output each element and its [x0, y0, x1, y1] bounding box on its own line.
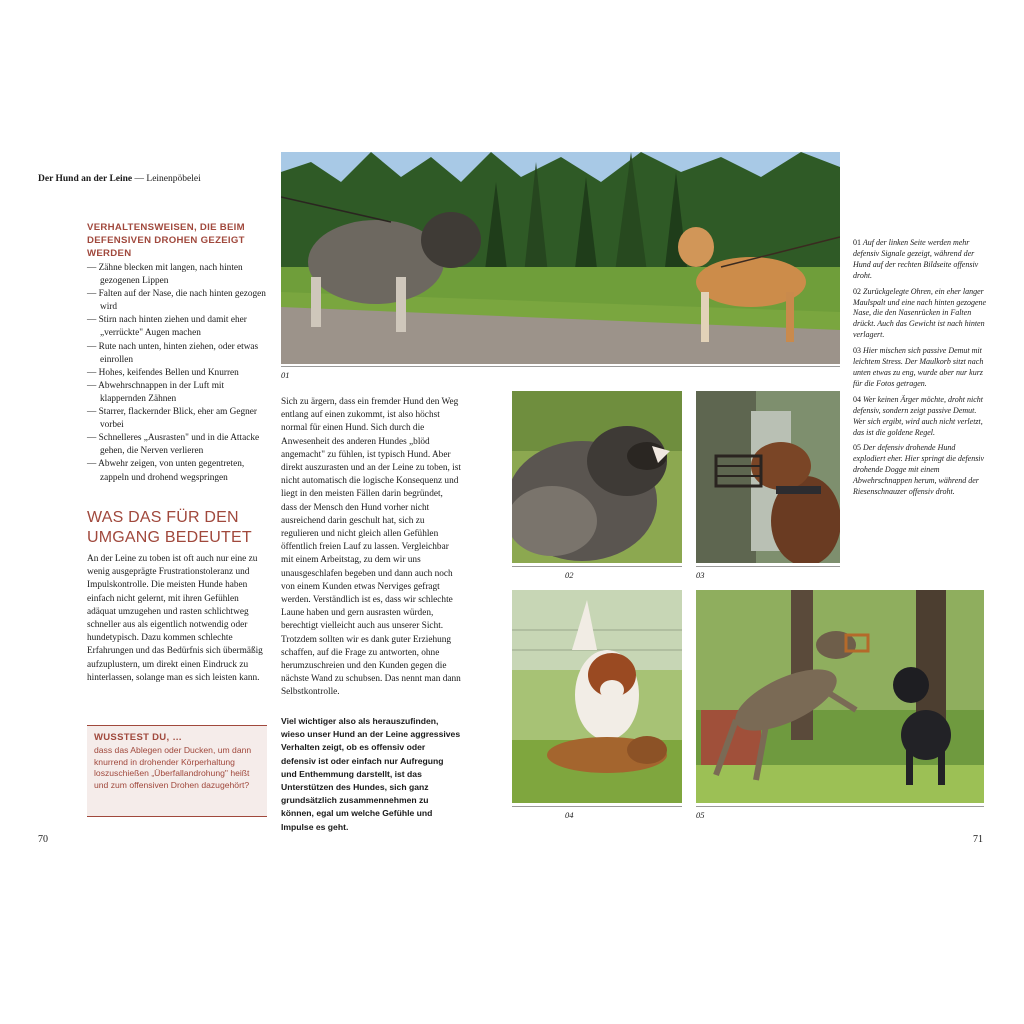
caption-text: Der defensiv drohende Hund explodiert eher. Hier springt die defensiv drohende Dogge mit einem Abwehrschnappen herum, während der Riesenschnauzer offensiv droht. [853, 443, 985, 497]
list-item: — Stirn nach hinten ziehen und damit eher „verrückte" Augen machen [87, 314, 267, 340]
behaviours-list [87, 262, 267, 485]
caption-text: Wer keinen Ärger möchte, droht nicht defensiv, sondern zeigt passive Demut. Wer sich ergibt, wird auch nicht verletzt, das ist die goldene Regel. [853, 394, 983, 437]
running-head-section: Leinenpöbelei [146, 174, 201, 184]
caption-text: Zurückgelegte Ohren, ein eher langer Maulspalt und eine nach hinten gezogene Nase, die den Nasenrücken in Falten drückt. Auch das Gewicht ist nach hinten verlagert. [853, 286, 987, 340]
caption-05 [853, 443, 988, 498]
photo-02 [512, 391, 682, 563]
caption-rule [512, 806, 682, 807]
list-item: — Abwehr zeigen, von unten gegentreten, zappeln und drohend wegspringen [87, 458, 267, 484]
caption-02 [853, 287, 988, 342]
caption-text: Hier mischen sich passive Demut mit leichtem Stress. Der Maulkorb sitzt nach unten etwas zu eng, wurde aber nur kurz für die Fotos getragen. [853, 346, 984, 388]
figure-number-03: 03 [696, 570, 705, 580]
caption-text: Auf der linken Seite werden mehr defensiv Signale gezeigt, während der Hund auf der rechten Bildseite offensiv droht. [853, 238, 979, 280]
caption-number: 03 [853, 346, 861, 356]
caption-rule [281, 366, 840, 367]
figure-number-02: 02 [565, 570, 574, 580]
figure-number-01: 01 [281, 370, 290, 380]
caption-number: 05 [853, 443, 861, 453]
figure-number-05: 05 [696, 810, 705, 820]
photo-05 [696, 590, 984, 803]
caption-03 [853, 346, 988, 390]
list-item: — Starrer, flackernder Blick, eher am Gegner vorbei [87, 406, 267, 432]
list-item: — Zähne blecken mit langen, nach hinten gezogenen Lippen [87, 262, 267, 288]
caption-number: 04 [853, 394, 861, 404]
list-item: — Abwehrschnappen in der Luft mit klappernden Zähnen [87, 380, 267, 406]
photo-03 [696, 391, 840, 563]
did-you-know-title: WUSSTEST DU, … [94, 732, 183, 743]
caption-rule [512, 566, 682, 567]
did-you-know-box [87, 725, 267, 817]
running-head-title: Der Hund an der Leine [38, 174, 133, 184]
list-item: — Schnelleres „Ausrasten" und in die Attacke gehen, die Nerven verlieren [87, 432, 267, 458]
did-you-know-text: dass das Ablegen oder Ducken, um dann knurrend in drohender Körperhaltung loszuschießen „Überfallandrohung" heißt und zum offensiven Drohen dazugehört? [94, 745, 252, 790]
caption-rule [696, 806, 984, 807]
photo-captions [853, 238, 988, 503]
page-number-right: 71 [973, 834, 983, 845]
photo-01 [281, 152, 840, 364]
section-heading: WAS DAS FÜR DEN UMGANG BEDEUTET [87, 509, 252, 546]
body-text-left: An der Leine zu toben ist oft auch nur eine zu wenig ausgeprägte Frustrationstoleranz und Impulskontrolle. Die meisten Hunde haben einfach nicht gelernt, mit ihren Gefühlen adäquat umzugehen und rasten schlichtweg schneller aus als eigentlich notwendig oder hundetypisch. Dazu kommen schlechte Erfahrungen und das Bedürfnis sich übermäßig aufzuplustern, um direkt einen Eindruck zu hinterlassen, solange man es sich leisten kann. [87, 554, 263, 683]
photo-04 [512, 590, 682, 803]
caption-01 [853, 238, 988, 282]
caption-04 [853, 395, 988, 439]
caption-number: 01 [853, 238, 861, 247]
body-text-middle: Sich zu ärgern, dass ein fremder Hund den Weg entlang auf einen zukommt, ist also höchst normal für einen Hund. Sich durch die Anwesenheit des anderen Hundes „blöd angemacht" zu fühlen, ist typisch Hund. Aber direkt auszurasten und an der Leine zu toben, ist nicht automatisch die logische Konsequenz und liegt in den meisten Fällen darin begründet, dass der Mensch den Hund vorher nicht ausreichend darin geschult hat, sich zu regulieren und nicht gleich allen Gefühlen öffentlich freien Lauf zu lassen. Vergleichbar mit einem Arbeitstag, zu dem wir uns unausgeschlafen begeben und dann auch noch von einem Kunden etwas Nerviges gefragt werden. Verständlich ist es, dass wir schlechte Laune haben und gern ausrasten würden, berechtigt vielleicht auch aus unserer Sicht. Trotzdem sollten wir es dank guter Erziehung schaffen, auf die Frage zu antworten, ohne herumzuschreien und den Kunden gegen die nächste Wand zu schubsen. Das nennt man dann Selbstkontrolle. [281, 397, 461, 698]
behaviours-heading: VERHALTENSWEISEN, DIE BEIM DEFENSIVEN DROHEN GEZEIGT WERDEN [87, 222, 245, 259]
page-number-left: 70 [38, 834, 48, 845]
running-head [38, 174, 201, 184]
figure-number-04: 04 [565, 810, 574, 820]
caption-number: 02 [853, 286, 861, 296]
list-item: — Rute nach unten, hinten ziehen, oder etwas einrollen [87, 341, 267, 367]
body-text-bold: Viel wichtiger also als herauszufinden, wieso unser Hund an der Leine aggressives Verhalten zeigt, ob es offensiv oder defensiv ist oder einfach nur Aufregung und Enthemmung darstellt, ist das Unterstützen des Hundes, sich ganz grundsätzlich zusammennehmen zu können, egal um welche Gefühle und Impulse es geht. [281, 716, 461, 832]
list-item: — Falten auf der Nase, die nach hinten gezogen wird [87, 288, 267, 314]
list-item: — Hohes, keifendes Bellen und Knurren [87, 367, 267, 380]
caption-rule [696, 566, 840, 567]
running-head-separator: — [134, 174, 145, 184]
